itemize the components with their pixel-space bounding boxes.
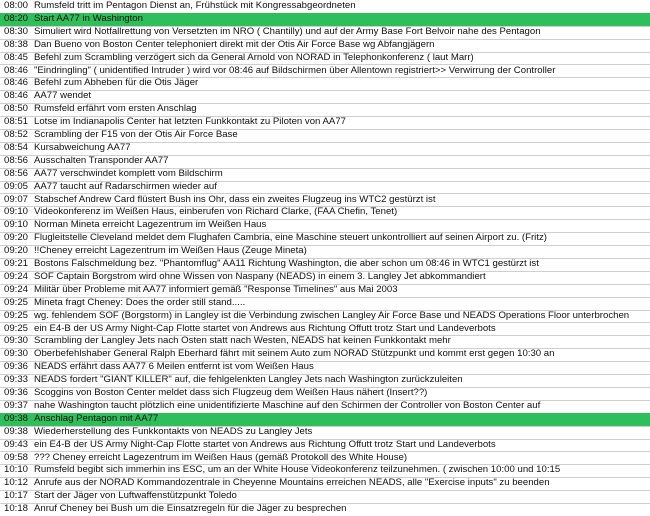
row-time: 08:38 bbox=[4, 38, 29, 50]
row-text: Ausschalten Transponder AA77 bbox=[34, 154, 169, 166]
row-text: Anschlag Pentagon mit AA77 bbox=[34, 412, 159, 424]
row-time: 09:33 bbox=[4, 374, 29, 386]
timeline-row bbox=[0, 90, 650, 104]
row-text: Stabschef Andrew Card flüstert Bush ins Ohr, dass ein zweites Flugzeug ins WTC2 gestürzt ist bbox=[34, 193, 436, 205]
row-text: AA77 wendet bbox=[34, 90, 92, 102]
row-time: 08:54 bbox=[4, 141, 29, 153]
timeline-row bbox=[0, 52, 650, 66]
timeline-row bbox=[0, 26, 650, 40]
timeline-row bbox=[0, 206, 650, 220]
row-text: Rumsfeld erfährt vom ersten Anschlag bbox=[34, 103, 197, 115]
timeline-row bbox=[0, 194, 650, 208]
row-text: Befehl zum Scrambling verzögert sich da General Arnold von NORAD in Telephonkonferenz ( laut Marr) bbox=[34, 51, 474, 63]
row-text: wg. fehlendem SOF (Borgstorm) in Langley ist die Verbindung zwischen Langley Air Force Base und NEADS Operations Floor unterbrochen bbox=[34, 309, 630, 321]
row-time: 09:20 bbox=[4, 232, 29, 244]
timeline-row bbox=[0, 271, 650, 285]
timeline-row bbox=[0, 374, 650, 388]
timeline-row bbox=[0, 426, 650, 440]
row-time: 09:24 bbox=[4, 283, 29, 295]
row-time: 09:20 bbox=[4, 245, 29, 257]
row-time: 09:43 bbox=[4, 438, 29, 450]
row-time: 08:51 bbox=[4, 116, 29, 128]
timeline-row bbox=[0, 129, 650, 143]
row-text: Rumsfeld tritt im Pentagon Dienst an, Frühstück mit Kongressabgeordneten bbox=[34, 0, 356, 11]
timeline-row bbox=[0, 258, 650, 272]
row-time: 09:37 bbox=[4, 399, 29, 411]
row-text: NEADS fordert "GIANT KILLER" auf, die fehlgelenkten Langley Jets nach Washington zurückzuleiten bbox=[34, 374, 463, 386]
row-text: nahe Washington taucht plötzlich eine unidentifizierte Maschine auf den Schirmen der Controller von Boston Center auf bbox=[34, 399, 541, 411]
timeline-row bbox=[0, 77, 650, 91]
timeline-row bbox=[0, 232, 650, 246]
row-text: Militär über Probleme mit AA77 informiert gemäß "Response Timelines" aus Mai 2003 bbox=[34, 283, 398, 295]
row-time: 08:00 bbox=[4, 0, 29, 11]
row-text: Oberbefehlshaber General Ralph Eberhard fährt mit seinem Auto zum NORAD Stützpunkt und kommt erst gegen 10:30 an bbox=[34, 348, 555, 360]
row-text: Bostons Falschmeldung bez. "Phantomflug" AA11 Richtung Washington, die aber schon um 08:46 in WTC1 gestürzt ist bbox=[34, 258, 539, 269]
row-text: Norman Mineta erreicht Lagezentrum im Weißen Haus bbox=[34, 219, 267, 231]
row-text: Wiederherstellung des Funkkontakts von NEADS zu Langley Jets bbox=[34, 425, 313, 437]
timeline-row bbox=[0, 297, 650, 311]
row-text: Befehl zum Abheben für die Otis Jäger bbox=[34, 77, 199, 89]
row-text: Simuliert wird Notfallrettung von Versetzten im NRO ( Chantilly) und auf der Army Base Fort Belvoir nahe des Pentagon bbox=[34, 25, 541, 37]
timeline-row bbox=[0, 348, 650, 362]
row-time: 09:07 bbox=[4, 193, 29, 205]
row-time: 08:20 bbox=[4, 12, 29, 24]
row-text: Videokonferenz im Weißen Haus, einberufen von Richard Clarke, (FAA Chefin, Tenet) bbox=[34, 206, 398, 218]
highlighted-timeline-row bbox=[0, 413, 650, 427]
timeline-row bbox=[0, 116, 650, 130]
row-text: Kursabweichung AA77 bbox=[34, 141, 131, 153]
row-text: Flugleitstelle Cleveland meldet dem Flughafen Cambria, eine Maschine steuert unkontrolliert auf seinen Airport zu. (Fritz) bbox=[34, 232, 547, 244]
row-time: 09:38 bbox=[4, 412, 29, 424]
row-time: 08:52 bbox=[4, 129, 29, 140]
row-text: NEADS erfährt dass AA77 6 Meilen entfernt ist vom Weißen Haus bbox=[34, 361, 314, 373]
timeline-row bbox=[0, 103, 650, 117]
row-text: Dan Bueno von Boston Center telephoniert direkt mit der Otis Air Force Base wg Abfangjägern bbox=[34, 38, 435, 50]
timeline-row bbox=[0, 387, 650, 401]
row-time: 08:56 bbox=[4, 167, 29, 179]
row-time: 10:10 bbox=[4, 464, 29, 476]
row-text: Anrufe aus der NORAD Kommandozentrale in Cheyenne Mountains erreichen NEADS, alle "Exercise inputs" zu beenden bbox=[34, 477, 550, 489]
row-time: 08:50 bbox=[4, 103, 29, 115]
timeline-row bbox=[0, 39, 650, 53]
row-text: ein E4-B der US Army Night-Cap Flotte startet von Andrews aus Richtung Offutt trotz Start und Landeverbots bbox=[34, 322, 496, 334]
row-text: !!Cheney erreicht Lagezentrum im Weißen Haus (Zeuge Mineta) bbox=[34, 245, 307, 257]
row-time: 09:58 bbox=[4, 451, 29, 463]
timeline-row bbox=[0, 439, 650, 453]
row-text: AA77 verschwindet komplett vom Bildschirm bbox=[34, 167, 223, 179]
row-time: 10:12 bbox=[4, 477, 29, 489]
timeline-row bbox=[0, 142, 650, 156]
row-time: 09:30 bbox=[4, 335, 29, 347]
row-time: 08:45 bbox=[4, 51, 29, 63]
timeline-row bbox=[0, 219, 650, 233]
timeline-row bbox=[0, 400, 650, 414]
row-time: 09:25 bbox=[4, 296, 29, 308]
timeline-row bbox=[0, 490, 650, 504]
row-text: Rumsfeld begibt sich immerhin ins ESC, um an der White House Videokonferenz teilzunehmen. ( zwischen 10:00 und 10:15 bbox=[34, 464, 561, 476]
row-time: 08:46 bbox=[4, 64, 29, 76]
row-text: SOF Captain Borgstrom wird ohne Wissen von Naspany (NEADS) in einem 3. Langley Jet abkommandiert bbox=[34, 270, 486, 282]
row-text: Scoggins von Boston Center meldet dass sich Flugzeug dem Weißen Haus nähert (Insert??) bbox=[34, 387, 428, 398]
timeline-row bbox=[0, 361, 650, 375]
timeline-row bbox=[0, 168, 650, 182]
timeline-row bbox=[0, 503, 650, 516]
row-text: Scrambling der F15 von der Otis Air Force Base bbox=[34, 129, 238, 140]
row-time: 09:21 bbox=[4, 258, 29, 269]
row-text: "Eindringling" ( unidentified Intruder ) wird vor 08:46 auf Bildschirmen über Allentown registriert>> Verwirrung der Controller bbox=[34, 64, 556, 76]
row-time: 09:38 bbox=[4, 425, 29, 437]
timeline-row bbox=[0, 155, 650, 169]
highlighted-timeline-row bbox=[0, 13, 650, 27]
row-time: 08:56 bbox=[4, 154, 29, 166]
row-text: Anruf Cheney bei Bush um die Einsatzregeln für die Jäger zu besprechen bbox=[34, 503, 347, 515]
row-time: 09:05 bbox=[4, 180, 29, 192]
row-text: Start der Jäger von Luftwaffenstützpunkt Toledo bbox=[34, 490, 237, 502]
row-time: 08:46 bbox=[4, 77, 29, 89]
timeline-row bbox=[0, 464, 650, 478]
row-time: 09:25 bbox=[4, 322, 29, 334]
timeline-row bbox=[0, 181, 650, 195]
row-time: 09:24 bbox=[4, 270, 29, 282]
row-time: 09:10 bbox=[4, 206, 29, 218]
row-text: Lotse im Indianapolis Center hat letzten Funkkontakt zu Piloten von AA77 bbox=[34, 116, 346, 128]
row-time: 08:46 bbox=[4, 90, 29, 102]
timeline-row bbox=[0, 452, 650, 466]
row-time: 09:30 bbox=[4, 348, 29, 360]
row-text: ??? Cheney erreicht Lagezentrum im Weißen Haus (gemäß Protokoll des White House) bbox=[34, 451, 408, 463]
row-text: Start AA77 in Washington bbox=[34, 12, 143, 24]
timeline-row bbox=[0, 335, 650, 349]
row-time: 08:30 bbox=[4, 25, 29, 37]
row-time: 10:18 bbox=[4, 503, 29, 515]
row-time: 09:25 bbox=[4, 309, 29, 321]
timeline-row bbox=[0, 284, 650, 298]
row-text: ein E4-B der US Army Night-Cap Flotte startet von Andrews aus Richtung Offutt trotz Start und Landeverbots bbox=[34, 438, 496, 450]
row-time: 09:36 bbox=[4, 387, 29, 398]
row-text: AA77 taucht auf Radarschirmen wieder auf bbox=[34, 180, 217, 192]
row-text: Mineta fragt Cheney: Does the order still stand..... bbox=[34, 296, 246, 308]
timeline-row bbox=[0, 310, 650, 324]
row-time: 10:17 bbox=[4, 490, 29, 502]
timeline-row bbox=[0, 0, 650, 14]
row-text: Scrambling der Langley Jets nach Osten statt nach Westen, NEADS hat keinen Funkkontakt mehr bbox=[34, 335, 451, 347]
timeline-row bbox=[0, 323, 650, 337]
timeline-row bbox=[0, 65, 650, 79]
row-time: 09:36 bbox=[4, 361, 29, 373]
timeline-row bbox=[0, 245, 650, 259]
row-time: 09:10 bbox=[4, 219, 29, 231]
timeline-row bbox=[0, 477, 650, 491]
